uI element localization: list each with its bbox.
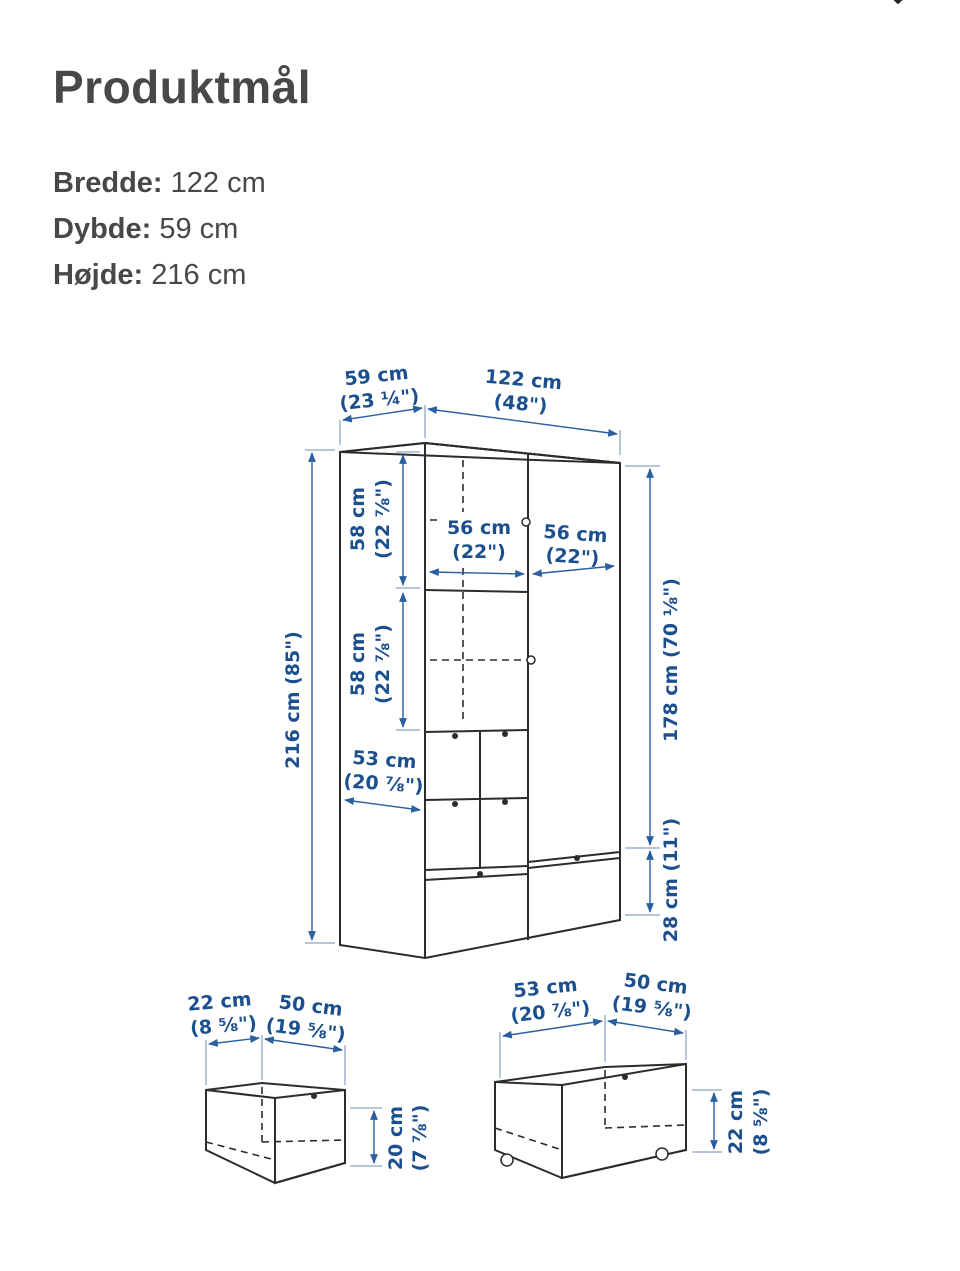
small-drawer-drawing bbox=[206, 1083, 345, 1183]
small-drawer-height-in: (7 ⅞") bbox=[409, 1104, 431, 1172]
dimension-value: 122 cm bbox=[170, 167, 266, 199]
large-drawer-height-cm: 22 cm bbox=[725, 1089, 747, 1155]
dimension-list bbox=[53, 160, 266, 298]
inner-left-in: (22") bbox=[452, 541, 506, 563]
large-drawer-depth-cm: 50 cm bbox=[622, 969, 689, 999]
shelf-mid-in: (22 ⅞") bbox=[372, 624, 394, 704]
inner-left-cm: 56 cm bbox=[446, 517, 512, 539]
small-drawer-depth-in: (19 ⅝") bbox=[264, 1014, 347, 1046]
page-title: Produktmål bbox=[53, 61, 312, 113]
small-drawer-width-cm: 22 cm bbox=[186, 988, 253, 1016]
cabinet-width-cm: 122 cm bbox=[484, 365, 564, 395]
shelf-top-in: (22 ⅞") bbox=[372, 479, 394, 559]
large-drawer-drawing bbox=[495, 1064, 686, 1178]
inner-right-in: (22") bbox=[544, 544, 600, 570]
dimension-depth bbox=[53, 206, 266, 252]
dimension-label: Bredde: bbox=[53, 167, 163, 199]
large-drawer-width-cm: 53 cm bbox=[512, 973, 579, 1003]
inner-depth-in: (20 ⅞") bbox=[342, 770, 425, 798]
cabinet-height: 216 cm (85") bbox=[282, 631, 304, 769]
cabinet-depth-in: (23 ¼") bbox=[338, 384, 421, 416]
dimension-width bbox=[53, 160, 266, 206]
dimension-value: 216 cm bbox=[151, 259, 247, 291]
cabinet-depth-cm: 59 cm bbox=[343, 361, 410, 391]
shelf-top-cm: 58 cm bbox=[347, 486, 369, 552]
small-drawer-depth-cm: 50 cm bbox=[277, 991, 344, 1021]
dimension-label: Højde: bbox=[53, 259, 144, 291]
large-drawer-depth-in: (19 ⅝") bbox=[610, 992, 693, 1024]
dimension-label: Dybde: bbox=[53, 213, 152, 245]
door-height: 178 cm (70 ⅛") bbox=[660, 578, 682, 742]
large-drawer-width-in: (20 ⅞") bbox=[509, 996, 592, 1028]
inner-right-cm: 56 cm bbox=[542, 520, 609, 548]
inner-depth-cm: 53 cm bbox=[351, 746, 418, 774]
close-button[interactable] bbox=[880, 0, 920, 10]
dimension-value: 59 cm bbox=[159, 213, 239, 245]
shelf-mid-cm: 58 cm bbox=[347, 631, 369, 697]
small-drawer-width-in: (8 ⅝") bbox=[189, 1012, 258, 1040]
small-drawer-height-cm: 20 cm bbox=[385, 1105, 407, 1171]
large-drawer-height-in: (8 ⅝") bbox=[750, 1088, 772, 1156]
cabinet-width-in: (48") bbox=[492, 390, 549, 418]
close-icon bbox=[880, 0, 920, 10]
plinth-height: 28 cm (11") bbox=[660, 817, 682, 943]
dimension-height bbox=[53, 252, 266, 298]
dimension-diagram bbox=[0, 340, 960, 1240]
